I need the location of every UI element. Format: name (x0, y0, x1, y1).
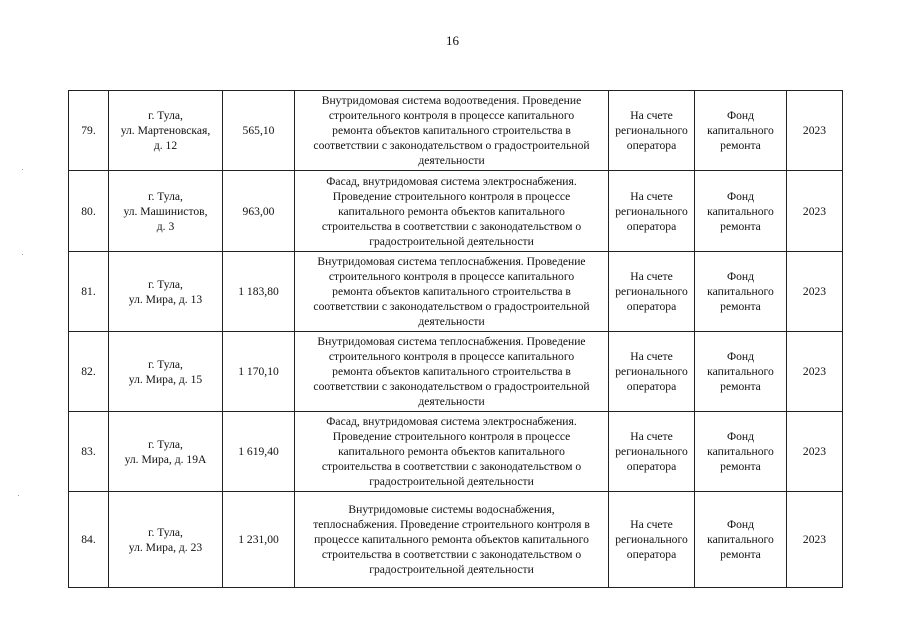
account-cell (609, 252, 695, 332)
text-line: деятельности (418, 315, 485, 328)
address-cell (109, 492, 223, 588)
account-cell (609, 332, 695, 412)
work-description-cell (295, 492, 609, 588)
text-line: оператора (626, 139, 677, 152)
text-line: ремонта объектов капитального строительства в (332, 285, 571, 298)
text-line: Фонд (726, 430, 755, 443)
table-row (69, 171, 843, 252)
year-cell: 2023 (787, 91, 843, 171)
text-line: капитального (707, 445, 774, 458)
scan-speck (22, 169, 23, 170)
work-description-cell (295, 252, 609, 332)
scan-speck (18, 495, 19, 496)
account-cell (609, 91, 695, 171)
text-line: Проведение строительного контроля в процессе (332, 430, 571, 443)
text-line: г. Тула, (148, 437, 183, 451)
text-line: На счете (630, 109, 673, 122)
text-line: г. Тула, (148, 109, 183, 122)
text-line: ремонта объектов капитального строительства в (332, 124, 571, 137)
text-line: строительства в соответствии с законодательством о (321, 219, 582, 233)
text-line: ремонта (720, 548, 761, 561)
address-cell (109, 91, 223, 171)
area-cell: 1 619,40 (223, 412, 295, 492)
table-row (69, 332, 843, 412)
text-line: ул. Машинистов, (123, 204, 208, 218)
text-line: регионального (615, 445, 688, 458)
funding-source-cell (695, 332, 787, 412)
area-cell: 1 231,00 (223, 492, 295, 588)
account-cell (609, 492, 695, 588)
text-line: строительного контроля в процессе капитального (328, 109, 575, 122)
text-line: Фасад, внутридомовая система электроснабжения. (326, 415, 577, 428)
text-line: Внутридомовая система теплоснабжения. Проведение (317, 335, 586, 348)
text-line: соответствии с законодательством о градостроительной (313, 139, 590, 152)
table-row (69, 91, 843, 171)
text-line: оператора (626, 219, 677, 233)
text-line: капитального ремонта объектов капитального (338, 204, 565, 218)
table-row (69, 492, 843, 588)
text-line: оператора (626, 548, 677, 561)
text-line: капитального (707, 533, 774, 546)
text-line: Фонд (726, 109, 755, 122)
text-line: процессе капитального ремонта объектов капитального (314, 533, 589, 546)
row-number-cell: 79. (69, 91, 109, 171)
text-line: регионального (615, 285, 688, 298)
row-number-cell: 82. (69, 332, 109, 412)
page-number: 16 (446, 33, 459, 48)
text-line: Внутридомовая система теплоснабжения. Проведение (317, 255, 586, 268)
text-line: теплоснабжения. Проведение строительного контроля в (313, 518, 590, 531)
text-line: На счете (630, 430, 673, 443)
text-line: ремонта (720, 380, 761, 393)
text-line: капитального (707, 204, 774, 218)
funding-source-cell (695, 252, 787, 332)
text-line: капитального ремонта объектов капитального (338, 445, 565, 458)
funding-source-cell (695, 412, 787, 492)
year-cell: 2023 (787, 252, 843, 332)
text-line: ул. Мира, д. 13 (128, 292, 203, 306)
funding-source-cell (695, 91, 787, 171)
text-line: ул. Мира, д. 23 (128, 540, 203, 554)
text-line: г. Тула, (148, 189, 183, 203)
area-cell: 1 170,10 (223, 332, 295, 412)
funding-source-cell (695, 171, 787, 252)
row-number-cell: 84. (69, 492, 109, 588)
text-line: строительства в соответствии с законодательством о (321, 460, 582, 473)
text-line: градостроительной деятельности (369, 563, 534, 576)
text-line: деятельности (418, 154, 485, 167)
text-line: Внутридомовые системы водоснабжения, (348, 503, 555, 516)
text-line: Фонд (726, 189, 755, 203)
row-number-cell: 83. (69, 412, 109, 492)
text-line: оператора (626, 380, 677, 393)
text-line: д. 12 (153, 139, 178, 152)
text-line: регионального (615, 533, 688, 546)
text-line: градостроительной деятельности (369, 234, 534, 248)
text-line: ремонта (720, 139, 761, 152)
address-cell (109, 171, 223, 252)
area-cell: 963,00 (223, 171, 295, 252)
row-number-cell: 80. (69, 171, 109, 252)
text-line: регионального (615, 124, 688, 137)
table-row (69, 252, 843, 332)
text-line: ул. Мира, д. 15 (128, 372, 203, 386)
address-cell (109, 412, 223, 492)
work-description-cell (295, 91, 609, 171)
row-number-cell: 81. (69, 252, 109, 332)
account-cell (609, 171, 695, 252)
text-line: г. Тула, (148, 525, 183, 539)
text-line: соответствии с законодательством о градостроительной (313, 300, 590, 313)
text-line: Проведение строительного контроля в процессе (332, 189, 571, 203)
area-cell: 1 183,80 (223, 252, 295, 332)
text-line: Фонд (726, 350, 755, 363)
address-cell (109, 252, 223, 332)
work-description-cell (295, 332, 609, 412)
works-table (68, 90, 843, 588)
area-cell: 565,10 (223, 91, 295, 171)
text-line: На счете (630, 350, 673, 363)
text-line: Фонд (726, 270, 755, 283)
text-line: градостроительной деятельности (369, 475, 534, 488)
text-line: ул. Мира, д. 19А (124, 452, 207, 466)
funding-source-cell (695, 492, 787, 588)
text-line: ремонта (720, 460, 761, 473)
work-description-cell (295, 171, 609, 252)
work-description-cell (295, 412, 609, 492)
text-line: Фонд (726, 518, 755, 531)
text-line: капитального (707, 124, 774, 137)
year-cell: 2023 (787, 492, 843, 588)
address-cell (109, 332, 223, 412)
text-line: ремонта (720, 300, 761, 313)
text-line: Фасад, внутридомовая система электроснабжения. (326, 174, 577, 188)
year-cell: 2023 (787, 412, 843, 492)
text-line: строительства в соответствии с законодательством о (321, 548, 582, 561)
text-line: регионального (615, 365, 688, 378)
text-line: ремонта (720, 219, 761, 233)
text-line: соответствии с законодательством о градостроительной (313, 380, 590, 393)
text-line: д. 3 (156, 219, 175, 233)
year-cell: 2023 (787, 332, 843, 412)
text-line: капитального (707, 285, 774, 298)
text-line: На счете (630, 518, 673, 531)
text-line: На счете (630, 270, 673, 283)
text-line: г. Тула, (148, 357, 183, 371)
text-line: деятельности (418, 395, 485, 408)
text-line: строительного контроля в процессе капитального (328, 350, 575, 363)
text-line: На счете (630, 189, 673, 203)
text-line: ремонта объектов капитального строительства в (332, 365, 571, 378)
table-row (69, 412, 843, 492)
text-line: оператора (626, 300, 677, 313)
year-cell: 2023 (787, 171, 843, 252)
text-line: строительного контроля в процессе капитального (328, 270, 575, 283)
scan-speck (22, 254, 23, 255)
text-line: регионального (615, 204, 688, 218)
text-line: капитального (707, 365, 774, 378)
text-line: оператора (626, 460, 677, 473)
text-line: Внутридомовая система водоотведения. Проведение (321, 94, 582, 107)
text-line: ул. Мартеновская, (120, 124, 211, 137)
account-cell (609, 412, 695, 492)
text-line: г. Тула, (148, 277, 183, 291)
